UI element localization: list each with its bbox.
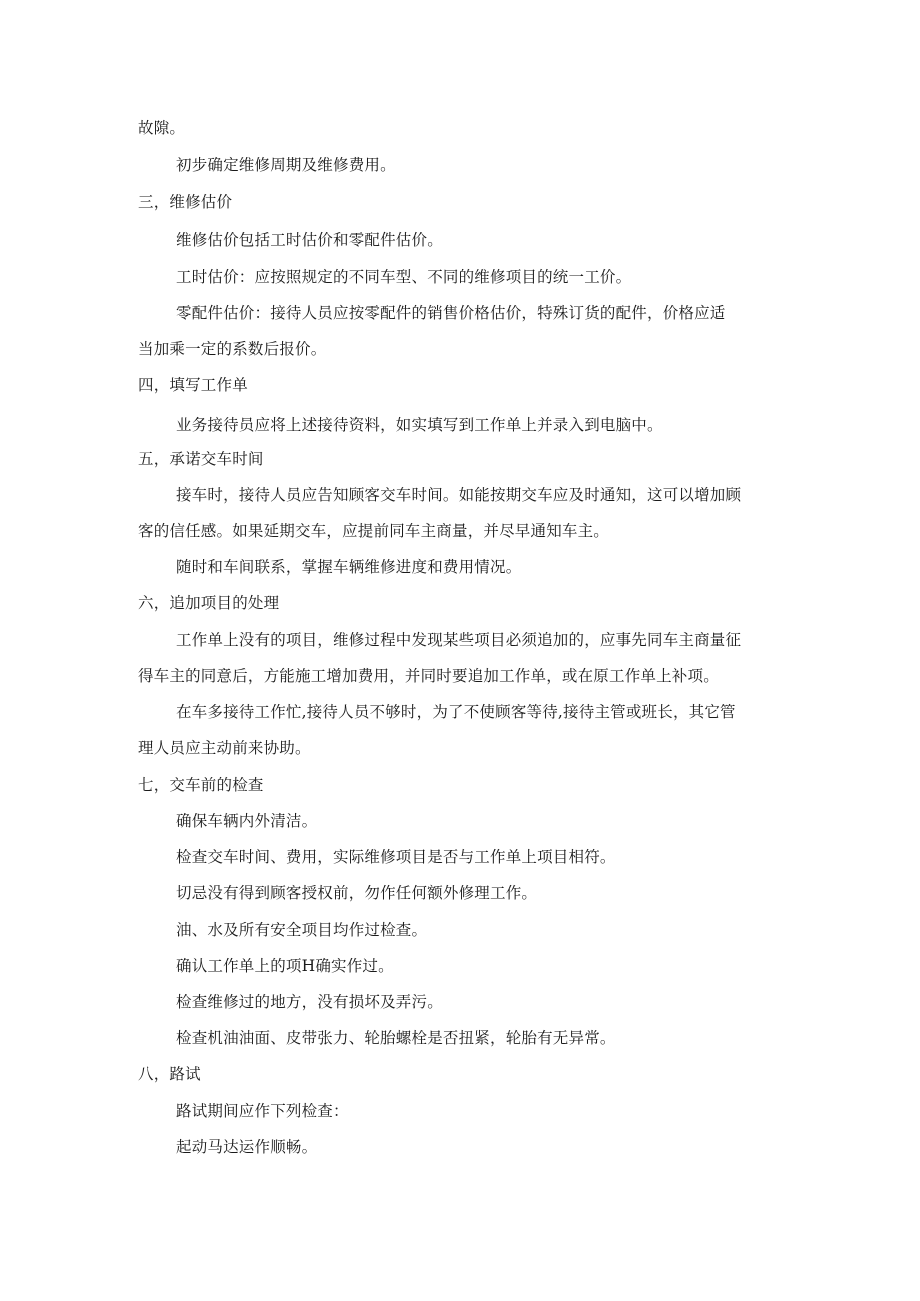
text-line: 接车时，接待人员应告知顾客交车时间。如能按期交车应及时通知，这可以增加顾 xyxy=(176,486,742,504)
text-line: 维修估价包括工时估价和零配件估价。 xyxy=(176,231,443,249)
text-line: 得车主的同意后，方能施工增加费用，并同时要追加工作单，或在原工作单上补项。 xyxy=(138,667,719,685)
text-line: 业务接待员应将上述接待资料，如实填写到工作单上并录入到电脑中。 xyxy=(176,416,663,434)
text-line: 在车多接待工作忙,接待人员不够时，为了不使顾客等待,接待主管或班长，其它管 xyxy=(176,703,736,721)
text-line: 确保车辆内外清洁。 xyxy=(176,812,318,830)
text-line: 切忌没有得到顾客授权前，勿作任何额外修理工作。 xyxy=(176,884,538,902)
text-line: 工作单上没有的项目，维修过程中发现某些项目必须追加的，应事先同车主商量征 xyxy=(176,631,742,649)
text-line: 零配件估价：接待人员应按零配件的销售价格估价，特殊订货的配件，价格应适 xyxy=(176,304,726,322)
text-line: 检查机油油面、皮带张力、轮胎螺栓是否扭紧，轮胎有无异常。 xyxy=(176,1029,616,1047)
text-line: 随时和车间联系，掌握车辆维修进度和费用情况。 xyxy=(176,558,522,576)
text-line: 确认工作单上的项H确实作过。 xyxy=(176,957,394,975)
text-line: 故隙。 xyxy=(138,119,186,137)
text-line: 油、水及所有安全项目均作过检查。 xyxy=(176,921,428,939)
section-heading: 五，承诺交车时间 xyxy=(138,450,264,468)
text-line: 工时估价：应按照规定的不同车型、不同的维修项目的统一工价。 xyxy=(176,268,632,286)
text-line: 路试期间应作下列检查： xyxy=(176,1102,349,1120)
text-line: 初步确定维修周期及维修费用。 xyxy=(176,156,396,174)
section-heading: 四，填写工作单 xyxy=(138,376,248,394)
section-heading: 六，追加项目的处理 xyxy=(138,594,280,612)
text-line: 客的信任感。如果延期交车，应提前同车主商量，并尽早通知车主。 xyxy=(138,522,610,540)
section-heading: 三，维修估价 xyxy=(138,193,233,211)
text-line: 当加乘一定的系数后报价。 xyxy=(138,340,327,358)
section-heading: 八，路试 xyxy=(138,1065,201,1083)
text-line: 检查交车时间、费用，实际维修项目是否与工作单上项目相符。 xyxy=(176,848,616,866)
text-line: 检查维修过的地方，没有损坏及弄污。 xyxy=(176,993,443,1011)
text-line: 理人员应主动前来协助。 xyxy=(138,739,311,757)
text-line: 起动马达运作顺畅。 xyxy=(176,1138,318,1156)
section-heading: 七，交车前的检查 xyxy=(138,776,264,794)
